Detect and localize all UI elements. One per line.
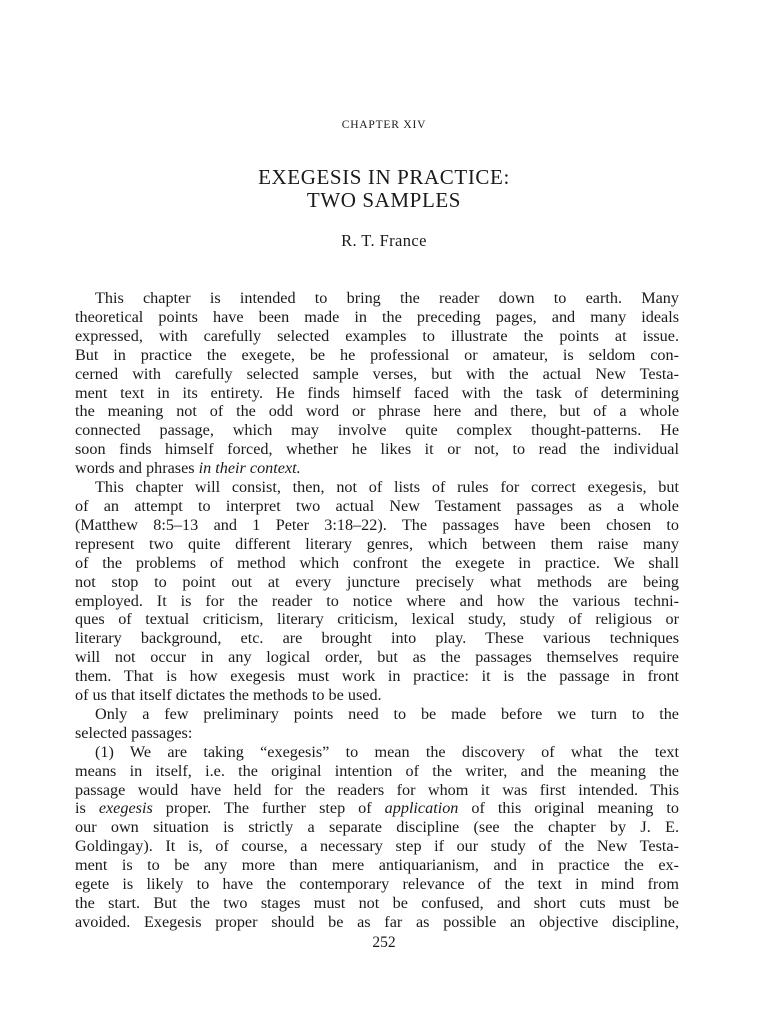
text-line — [75, 743, 679, 762]
text-run: of this original meaning to — [458, 799, 679, 818]
text-run: is — [75, 799, 99, 818]
text-run: ment is to be any more than mere antiquarianism, and in practice the ex- — [75, 856, 679, 875]
text-run: egete is likely to have the contemporary relevance of the text in mind from — [75, 875, 679, 894]
text-line — [75, 308, 679, 327]
text-line — [75, 724, 679, 743]
text-run: the start. But the two stages must not be confused, and short cuts must be — [75, 894, 679, 912]
text-line — [75, 554, 679, 573]
text-run: represent two quite different literary genres, which between them raise many — [75, 534, 679, 553]
italic-text: application — [384, 799, 459, 818]
text-run: Only a few preliminary points need to be made before we turn to the — [95, 704, 679, 723]
text-run: (Matthew 8:5–13 and 1 Peter 3:18–22). The passages have been chosen to — [75, 515, 679, 534]
text-run: Goldingay). It is, of course, a necessary step if our study of the New Testa- — [75, 837, 679, 856]
text-line — [75, 799, 679, 818]
text-line — [75, 573, 679, 592]
text-line — [75, 762, 679, 781]
text-line — [75, 459, 679, 478]
author-name: R. T. France — [341, 231, 427, 250]
text-run: ques of textual criticism, literary criticism, lexical study, study of religious or — [75, 610, 679, 629]
text-run: (1) We are taking “exegesis” to mean the discovery of what the text — [95, 742, 679, 761]
text-run: avoided. Exegesis proper should be as far as possible an objective discipline, — [75, 912, 679, 931]
text-run: But in practice the exegete, be he professional or amateur, is seldom con- — [75, 345, 679, 364]
text-run: employed. It is for the reader to notice where and how the various techni- — [75, 591, 679, 610]
text-line — [75, 610, 679, 629]
text-run: proper. The further step of — [152, 799, 385, 818]
text-run: connected passage, which may involve quite complex thought-patterns. He — [75, 421, 679, 440]
text-run: soon finds himself forced, whether he likes it or not, to read the individual — [75, 440, 679, 459]
italic-text: in their context. — [198, 459, 301, 478]
text-line — [75, 289, 679, 308]
text-run: of us that itself dictates the methods to be used. — [75, 686, 382, 705]
text-run: ment text in its entirety. He finds himself faced with the task of determining — [75, 383, 679, 402]
text-run: means in itself, i.e. the original intention of the writer, and the meaning the — [75, 761, 679, 780]
text-line — [75, 535, 679, 554]
text-run: words and phrases — [75, 459, 199, 478]
text-line — [75, 913, 679, 932]
text-run: our own situation is strictly a separate discipline (see the chapter by J. E. — [75, 818, 679, 837]
text-line — [75, 705, 679, 724]
chapter-label: CHAPTER XIV — [341, 119, 427, 131]
text-run: cerned with carefully selected sample verses, but with the actual New Testa- — [75, 364, 679, 383]
text-line — [75, 516, 679, 535]
text-run: theoretical points have been made in the preceding pages, and many ideals — [75, 307, 679, 326]
text-line — [75, 346, 679, 365]
body-text — [75, 289, 679, 932]
chapter-title-line-1: EXEGESIS IN PRACTICE: — [258, 165, 510, 189]
text-line — [75, 478, 679, 497]
italic-text: exegesis — [98, 799, 153, 818]
text-line — [75, 440, 679, 459]
text-run: of an attempt to interpret two actual New Testament passages as a whole — [75, 496, 679, 515]
text-run: passage would have held for the readers for whom it was first intended. This — [75, 780, 679, 799]
text-line — [75, 629, 679, 648]
text-line — [75, 818, 679, 837]
text-line — [75, 402, 679, 421]
text-run: not stop to point out at every juncture precisely what methods are being — [75, 572, 679, 591]
text-line — [75, 667, 679, 686]
text-run: literary background, etc. are brought into play. These various techniques — [75, 629, 679, 648]
chapter-title-line-2: TWO SAMPLES — [306, 188, 462, 212]
text-line — [75, 365, 679, 384]
text-run: will not occur in any logical order, but as the passages themselves require — [75, 648, 679, 667]
text-run: of the problems of method which confront the exegete in practice. We shall — [75, 553, 679, 572]
text-line — [75, 327, 679, 346]
text-line — [75, 837, 679, 856]
text-run: them. That is how exegesis must work in practice: it is the passage in front — [75, 667, 679, 686]
chapter-title — [0, 166, 768, 212]
text-run: the meaning not of the odd word or phrase here and there, but of a whole — [75, 402, 679, 421]
text-run: This chapter is intended to bring the reader down to earth. Many — [95, 289, 679, 307]
text-line — [75, 497, 679, 516]
text-line — [75, 592, 679, 611]
text-run: This chapter will consist, then, not of lists of rules for correct exegesis, but — [95, 478, 679, 497]
text-run: expressed, with carefully selected examples to illustrate the points at issue. — [75, 326, 679, 345]
text-line — [75, 421, 679, 440]
text-line — [75, 686, 679, 705]
text-run: selected passages: — [75, 723, 193, 742]
text-line — [75, 875, 679, 894]
text-line — [75, 894, 679, 913]
page-number: 252 — [372, 934, 396, 951]
text-line — [75, 781, 679, 800]
text-line — [75, 856, 679, 875]
text-line — [75, 648, 679, 667]
text-line — [75, 384, 679, 403]
